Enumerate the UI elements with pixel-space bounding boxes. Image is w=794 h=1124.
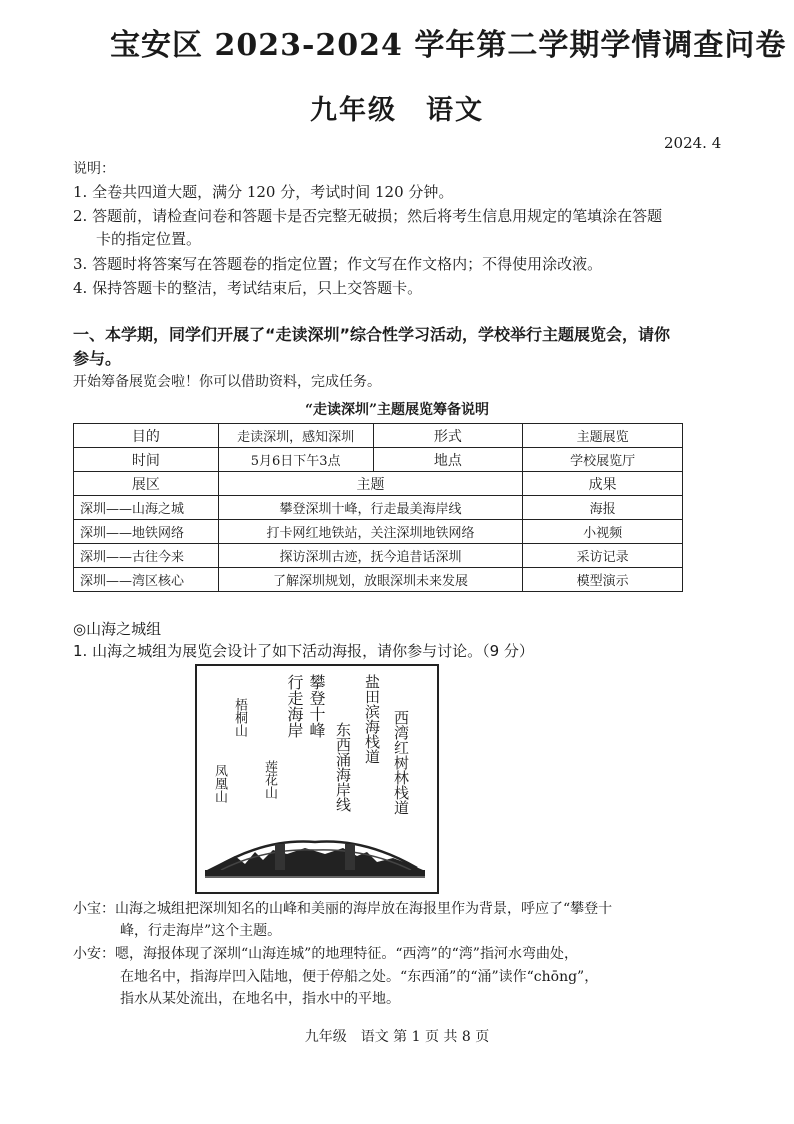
notes-label: 说明： [73, 161, 115, 177]
note-item: 1. 全卷共四道大题，满分 120 分，考试时间 120 分钟。 [73, 183, 454, 201]
poster-text: 攀登十峰 [307, 674, 326, 738]
dialogue-line: 在地名中，指海岸凹入陆地，便于停船之处。“东西涌”的“涌”读作“chōng”， [120, 969, 599, 985]
poster-text: 梧桐山 [232, 698, 247, 737]
top-title: 宝安区 2023-2024 学年第二学期学情调查问卷 [110, 28, 787, 63]
table-row [74, 448, 683, 472]
table-cell: 学校展览厅 [523, 448, 683, 472]
table-cell: 探访深圳古迹，抚今追昔话深圳 [218, 544, 522, 568]
poster-text: 行走海岸 [285, 674, 304, 738]
poster-text: 盐田滨海栈道 [363, 674, 381, 764]
dialogue-line: 小宝：山海之城组把深圳知名的山峰和美丽的海岸放在海报里作为背景，呼应了“攀登十 [73, 901, 613, 917]
table-cell: 时间 [74, 448, 219, 472]
table-cell: 采访记录 [523, 544, 683, 568]
activity-poster [195, 664, 439, 894]
section-1-intro: 开始筹备展览会啦！你可以借助资料，完成任务。 [73, 374, 381, 390]
plan-table [73, 423, 683, 592]
dialogue-line: 小安：嗯，海报体现了深圳“山海连城”的地理特征。“西湾”的“湾”指河水弯曲处， [73, 946, 578, 962]
note-item: 2. 答题前，请检查问卷和答题卡是否完整无破损；然后将考生信息用规定的笔填涂在答题 [73, 207, 663, 225]
table-title: “走读深圳”主题展览筹备说明 [304, 402, 490, 418]
table-header-cell: 成果 [523, 472, 683, 496]
table-cell: 模型演示 [523, 568, 683, 592]
poster-text: 莲花山 [262, 760, 277, 799]
note-item: 4. 保持答题卡的整洁，考试结束后，只上交答题卡。 [73, 279, 423, 297]
table-cell: 深圳——湾区核心 [74, 568, 219, 592]
table-row [74, 496, 683, 520]
table-cell: 深圳——古往今来 [74, 544, 219, 568]
poster-text: 凤凰山 [212, 764, 227, 803]
table-cell: 海报 [523, 496, 683, 520]
table-cell: 地点 [373, 448, 523, 472]
table-cell: 走读深圳，感知深圳 [218, 424, 373, 448]
table-row [74, 520, 683, 544]
table-cell: 主题展览 [523, 424, 683, 448]
table-header-cell: 展区 [74, 472, 219, 496]
table-row [74, 424, 683, 448]
note-item-continued: 卡的指定位置。 [96, 230, 202, 248]
section-1-heading: 一、本学期，同学们开展了“走读深圳”综合性学习活动，学校举行主题展览会，请你 [73, 325, 671, 344]
question-1: 1. 山海之城组为展览会设计了如下活动海报，请你参与讨论。（9 分） [73, 642, 534, 660]
table-row [74, 544, 683, 568]
group-label: ◎山海之城组 [73, 620, 162, 638]
page-footer: 九年级 语文 第 1 页 共 8 页 [304, 1029, 490, 1045]
table-cell: 形式 [373, 424, 523, 448]
table-row [74, 568, 683, 592]
poster-text: 西湾红树林栈道 [392, 710, 410, 815]
dialogue-line: 指水从某处流出，在地名中，指水中的平地。 [120, 991, 400, 1007]
table-cell: 攀登深圳十峰，行走最美海岸线 [218, 496, 522, 520]
table-cell: 深圳——山海之城 [74, 496, 219, 520]
table-cell: 5月6日下午3点 [218, 448, 373, 472]
table-cell: 深圳——地铁网络 [74, 520, 219, 544]
page-title: 九年级 语文 [310, 95, 484, 126]
poster-text: 东西涌海岸线 [334, 722, 352, 812]
dialogue-line: 峰，行走海岸”这个主题。 [120, 923, 282, 939]
section-1-heading-cont: 参与。 [73, 349, 122, 368]
table-header-cell: 主题 [218, 472, 522, 496]
table-cell: 目的 [74, 424, 219, 448]
table-cell: 了解深圳规划，放眼深圳未来发展 [218, 568, 522, 592]
bridge-skyline-illustration [205, 834, 425, 882]
table-header-row [74, 472, 683, 496]
table-cell: 小视频 [523, 520, 683, 544]
exam-date: 2024. 4 [664, 134, 722, 152]
table-cell: 打卡网红地铁站，关注深圳地铁网络 [218, 520, 522, 544]
note-item: 3. 答题时将答案写在答题卷的指定位置；作文写在作文格内；不得使用涂改液。 [73, 255, 603, 273]
